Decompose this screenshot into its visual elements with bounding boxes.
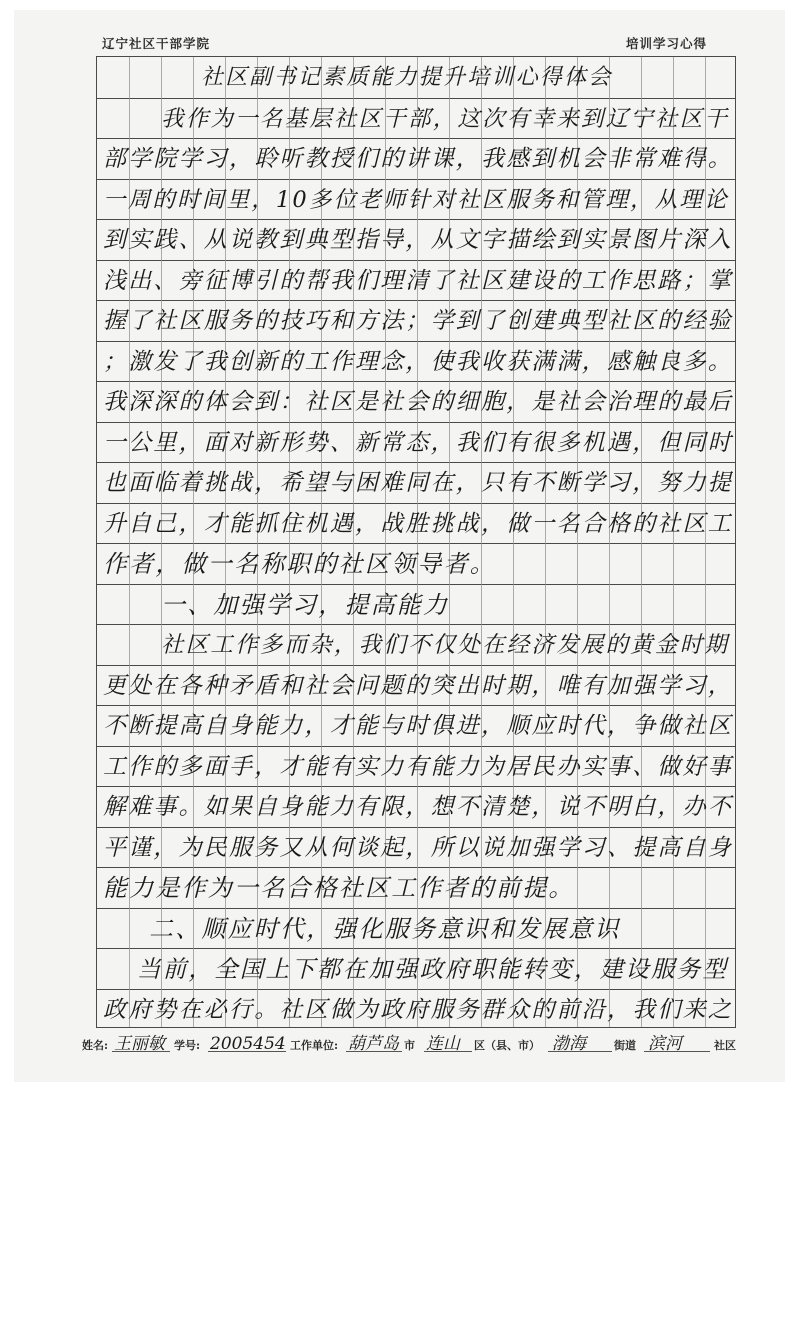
manuscript-grid [96, 56, 736, 1028]
essay-line: 浅出、旁征博引的帮我们理清了社区建设的工作思路；掌 [103, 267, 733, 294]
work-unit-label: 工作单位: [290, 1039, 339, 1052]
essay-line: 也面临着挑战，希望与困难同在，只有不断学习，努力提 [103, 470, 733, 496]
scanned-paper-sheet [14, 10, 785, 1082]
community-underline [644, 1051, 710, 1052]
essay-line: 平谨，为民服务又从何谈起，所以说加强学习、提高自身 [103, 834, 733, 861]
student-id-label: 学号: [174, 1039, 201, 1052]
district-suffix: 区（县、市） [474, 1039, 540, 1052]
student-id-value: 2005454 [210, 1034, 286, 1054]
essay-line: 政府势在必行。社区做为政府服务群众的前沿，我们来之 [103, 996, 733, 1023]
essay-line: 解难事。如果自身能力有限，想不清楚，说不明白，办不 [103, 794, 733, 820]
section-heading: 二、顺应时代，强化服务意识和发展意识 [149, 914, 621, 943]
essay-title: 社区副书记素质能力提升培训心得体会 [201, 65, 613, 90]
street-underline [548, 1051, 612, 1052]
essay-line: 我作为一名基层社区干部，这次有幸来到辽宁社区干 [161, 105, 730, 132]
street-value: 渤海 [552, 1034, 586, 1054]
essay-line: 更处在各种矛盾和社会问题的突出时期，唯有加强学习， [103, 672, 733, 699]
name-value: 王丽敏 [114, 1034, 165, 1054]
street-suffix: 街道 [614, 1039, 636, 1052]
institution-header: 辽宁社区干部学院 [102, 36, 211, 51]
community-suffix: 社区 [714, 1039, 736, 1052]
essay-line: 当前，全国上下都在加强政府职能转变，建设服务型 [137, 955, 729, 983]
essay-line: 一公里，面对新形势、新常态，我们有很多机遇，但同时 [103, 429, 733, 456]
essay-line: 作者，做一名称职的社区领导者。 [103, 550, 496, 578]
essay-line: 工作的多面手，才能有实力有能力为居民办实事、做好事 [103, 753, 733, 780]
handwritten-essay [97, 57, 735, 1027]
document-type-header: 培训学习心得 [625, 36, 707, 51]
section-heading: 一、加强学习，提高能力 [161, 590, 450, 619]
city-suffix: 市 [404, 1039, 415, 1052]
city-underline [346, 1051, 402, 1052]
name-label: 姓名: [82, 1039, 109, 1052]
essay-line: ；激发了我创新的工作理念，使我收获满满，感触良多。 [103, 348, 733, 375]
district-value: 连山 [426, 1034, 460, 1054]
essay-line: 不断提高自身能力，才能与时俱进，顺应时代，争做社区 [103, 713, 733, 739]
essay-line: 能力是作为一名合格社区工作者的前提。 [103, 874, 575, 902]
district-underline [424, 1051, 472, 1052]
student-info-footer [82, 1028, 742, 1056]
essay-line: 到实践、从说教到典型指导，从文字描绘到实景图片深入 [103, 227, 733, 253]
community-value: 滨河 [648, 1034, 682, 1054]
essay-line: 一周的时间里，10多位老师针对社区服务和管理，从理论 [103, 186, 729, 213]
essay-line: 升自己，才能抓住机遇，战胜挑战，做一名合格的社区工 [103, 510, 733, 537]
name-underline [112, 1051, 170, 1052]
city-value: 葫芦岛 [348, 1034, 399, 1054]
essay-line: 握了社区服务的技巧和方法；学到了创建典型社区的经验 [103, 308, 733, 334]
essay-line: 社区工作多而杂，我们不仅处在经济发展的黄金时期 [161, 632, 730, 658]
student-id-underline [208, 1051, 286, 1052]
essay-line: 我深深的体会到：社区是社会的细胞，是社会治理的最后 [103, 389, 733, 415]
essay-line: 部学院学习，聆听教授们的讲课，我感到机会非常难得。 [103, 146, 733, 172]
